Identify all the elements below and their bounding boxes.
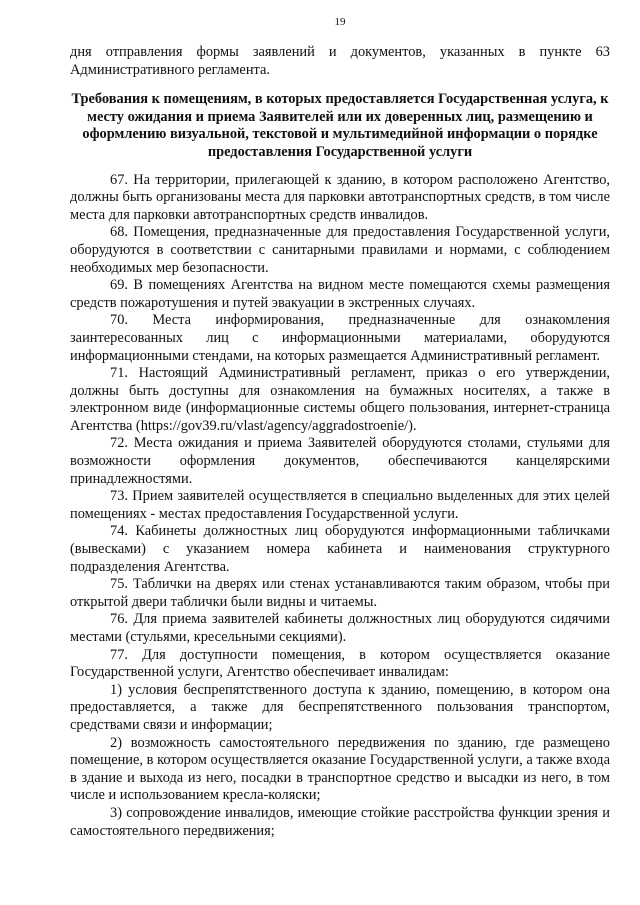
paragraph-77: 77. Для доступности помещения, в котором осуществляется оказание Государственной услуги, Агентство обеспечивает инвалидам:	[70, 646, 610, 681]
paragraph-71: 71. Настоящий Административный регламент, приказ о его утверждении, должны быть доступны для ознакомления на бумажных носителях, а также в электронном виде (информационные системы общего пользования, интернет-страница Агентства (https://gov39.ru/vlast/agency/aggradostroenie/).	[70, 365, 610, 434]
intro-paragraph: дня отправления формы заявлений и документов, указанных в пункте 63 Административного регламента.	[70, 44, 610, 78]
page-number: 19	[334, 16, 346, 28]
paragraph-69: 69. В помещениях Агентства на видном месте помещаются схемы размещения средств пожаротушения и путей эвакуации в экстренных случаях.	[70, 277, 610, 311]
paragraph-73: 73. Прием заявителей осуществляется в специально выделенных для этих целей помещениях - местах предоставления Государственной услуги.	[70, 488, 610, 522]
paragraph-76: 76. Для приема заявителей кабинеты должностных лиц оборудуются сидячими местами (стульями, кресельными секциями).	[70, 611, 610, 645]
list-item-3: 3) сопровождение инвалидов, имеющие стойкие расстройства функции зрения и самостоятельного передвижения;	[70, 804, 610, 839]
list-item-1: 1) условия беспрепятственного доступа к зданию, помещению, в котором она предоставляется, а также для беспрепятственного пользования транспортом, средствами связи и информации;	[70, 681, 610, 733]
page-content	[70, 44, 610, 840]
paragraph-68: 68. Помещения, предназначенные для предоставления Государственной услуги, оборудуются в соответствии с санитарными правилами и нормами, с соблюдением необходимых мер безопасности.	[70, 224, 610, 276]
section-heading: Требования к помещениям, в которых предоставляется Государственная услуга, к месту ожидания и приема Заявителей или их доверенных лиц, размещению и оформлению визуальной, текстовой и мультимедийной информации о порядке предоставления Государственной услуги	[71, 91, 609, 160]
paragraph-75: 75. Таблички на дверях или стенах устанавливаются таким образом, чтобы при открытой двери таблички были видны и читаемы.	[70, 576, 610, 610]
list-item-2: 2) возможность самостоятельного передвижения по зданию, где размещено помещение, в котором осуществляется оказание Государственной услуги, а также входа в здание и выхода из него, посадки в транспортное средство и высадки из него, в том числе и использованием кресла-коляски;	[70, 734, 610, 804]
paragraph-67: 67. На территории, прилегающей к зданию, в котором расположено Агентство, должны быть организованы места для парковки автотранспортных средств, в том числе места для парковки автотранспортных средств инвалидов.	[70, 171, 610, 223]
paragraph-72: 72. Места ожидания и приема Заявителей оборудуются столами, стульями для возможности оформления документов, обеспечиваются канцелярскими принадлежностями.	[70, 435, 610, 487]
paragraph-70: 70. Места информирования, предназначенные для ознакомления заинтересованных лиц с информационными материалами, оборудуются информационными стендами, на которых размещается Административный регламент.	[70, 312, 610, 364]
paragraph-74: 74. Кабинеты должностных лиц оборудуются информационными табличками (вывесками) с указанием номера кабинета и наименования структурного подразделения Агентства.	[70, 523, 610, 575]
